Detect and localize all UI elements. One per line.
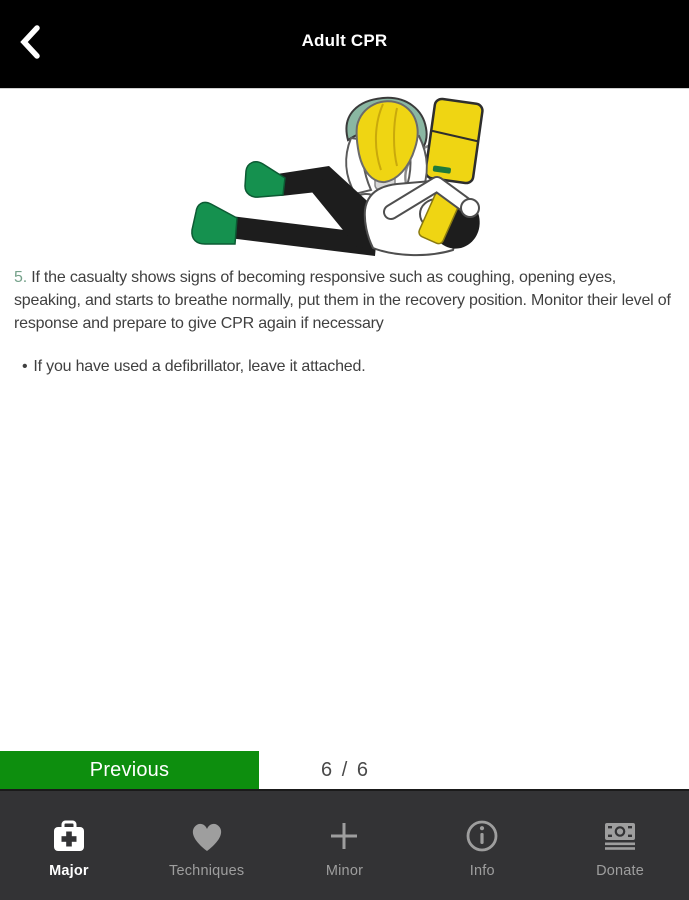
nav-item-label: Minor [325,863,364,879]
nav-item-minor[interactable] [276,791,414,900]
bottom-navbar [0,789,689,900]
nav-item-info[interactable] [413,791,551,900]
pagination-row [0,749,689,789]
nav-item-label: Major [49,863,89,879]
nav-item-major[interactable] [0,791,138,900]
page-indicator: 6 / 6 [321,758,370,781]
page-title: Adult CPR [301,31,388,50]
nav-item-techniques[interactable] [138,791,276,900]
header-bar [0,0,689,89]
nav-item-donate[interactable] [551,791,689,900]
step-text: If the casualty shows signs of becoming responsive such as coughing, opening eyes, speaking, and starts to breathe normally, put them in the recovery position. Monitor their level of response and prepare to give CPR again if necessary [14,269,671,332]
nav-item-label: Techniques [169,863,245,879]
banknote-icon [600,816,640,856]
step-number: 5. [14,269,27,286]
info-icon [462,816,502,856]
step-paragraph [14,266,675,335]
heart-icon [187,816,227,856]
bullet-line [22,355,675,378]
bullet-marker: • [22,358,28,375]
plus-icon [324,816,364,856]
previous-button[interactable]: Previous [0,751,259,789]
nav-item-label: Donate [596,863,645,879]
first-aid-kit-icon [49,816,89,856]
bullet-text: If you have used a defibrillator, leave it attached. [33,358,366,375]
content-area [0,90,689,749]
nav-item-label: Info [469,863,495,879]
cpr-recovery-illustration [145,92,545,262]
